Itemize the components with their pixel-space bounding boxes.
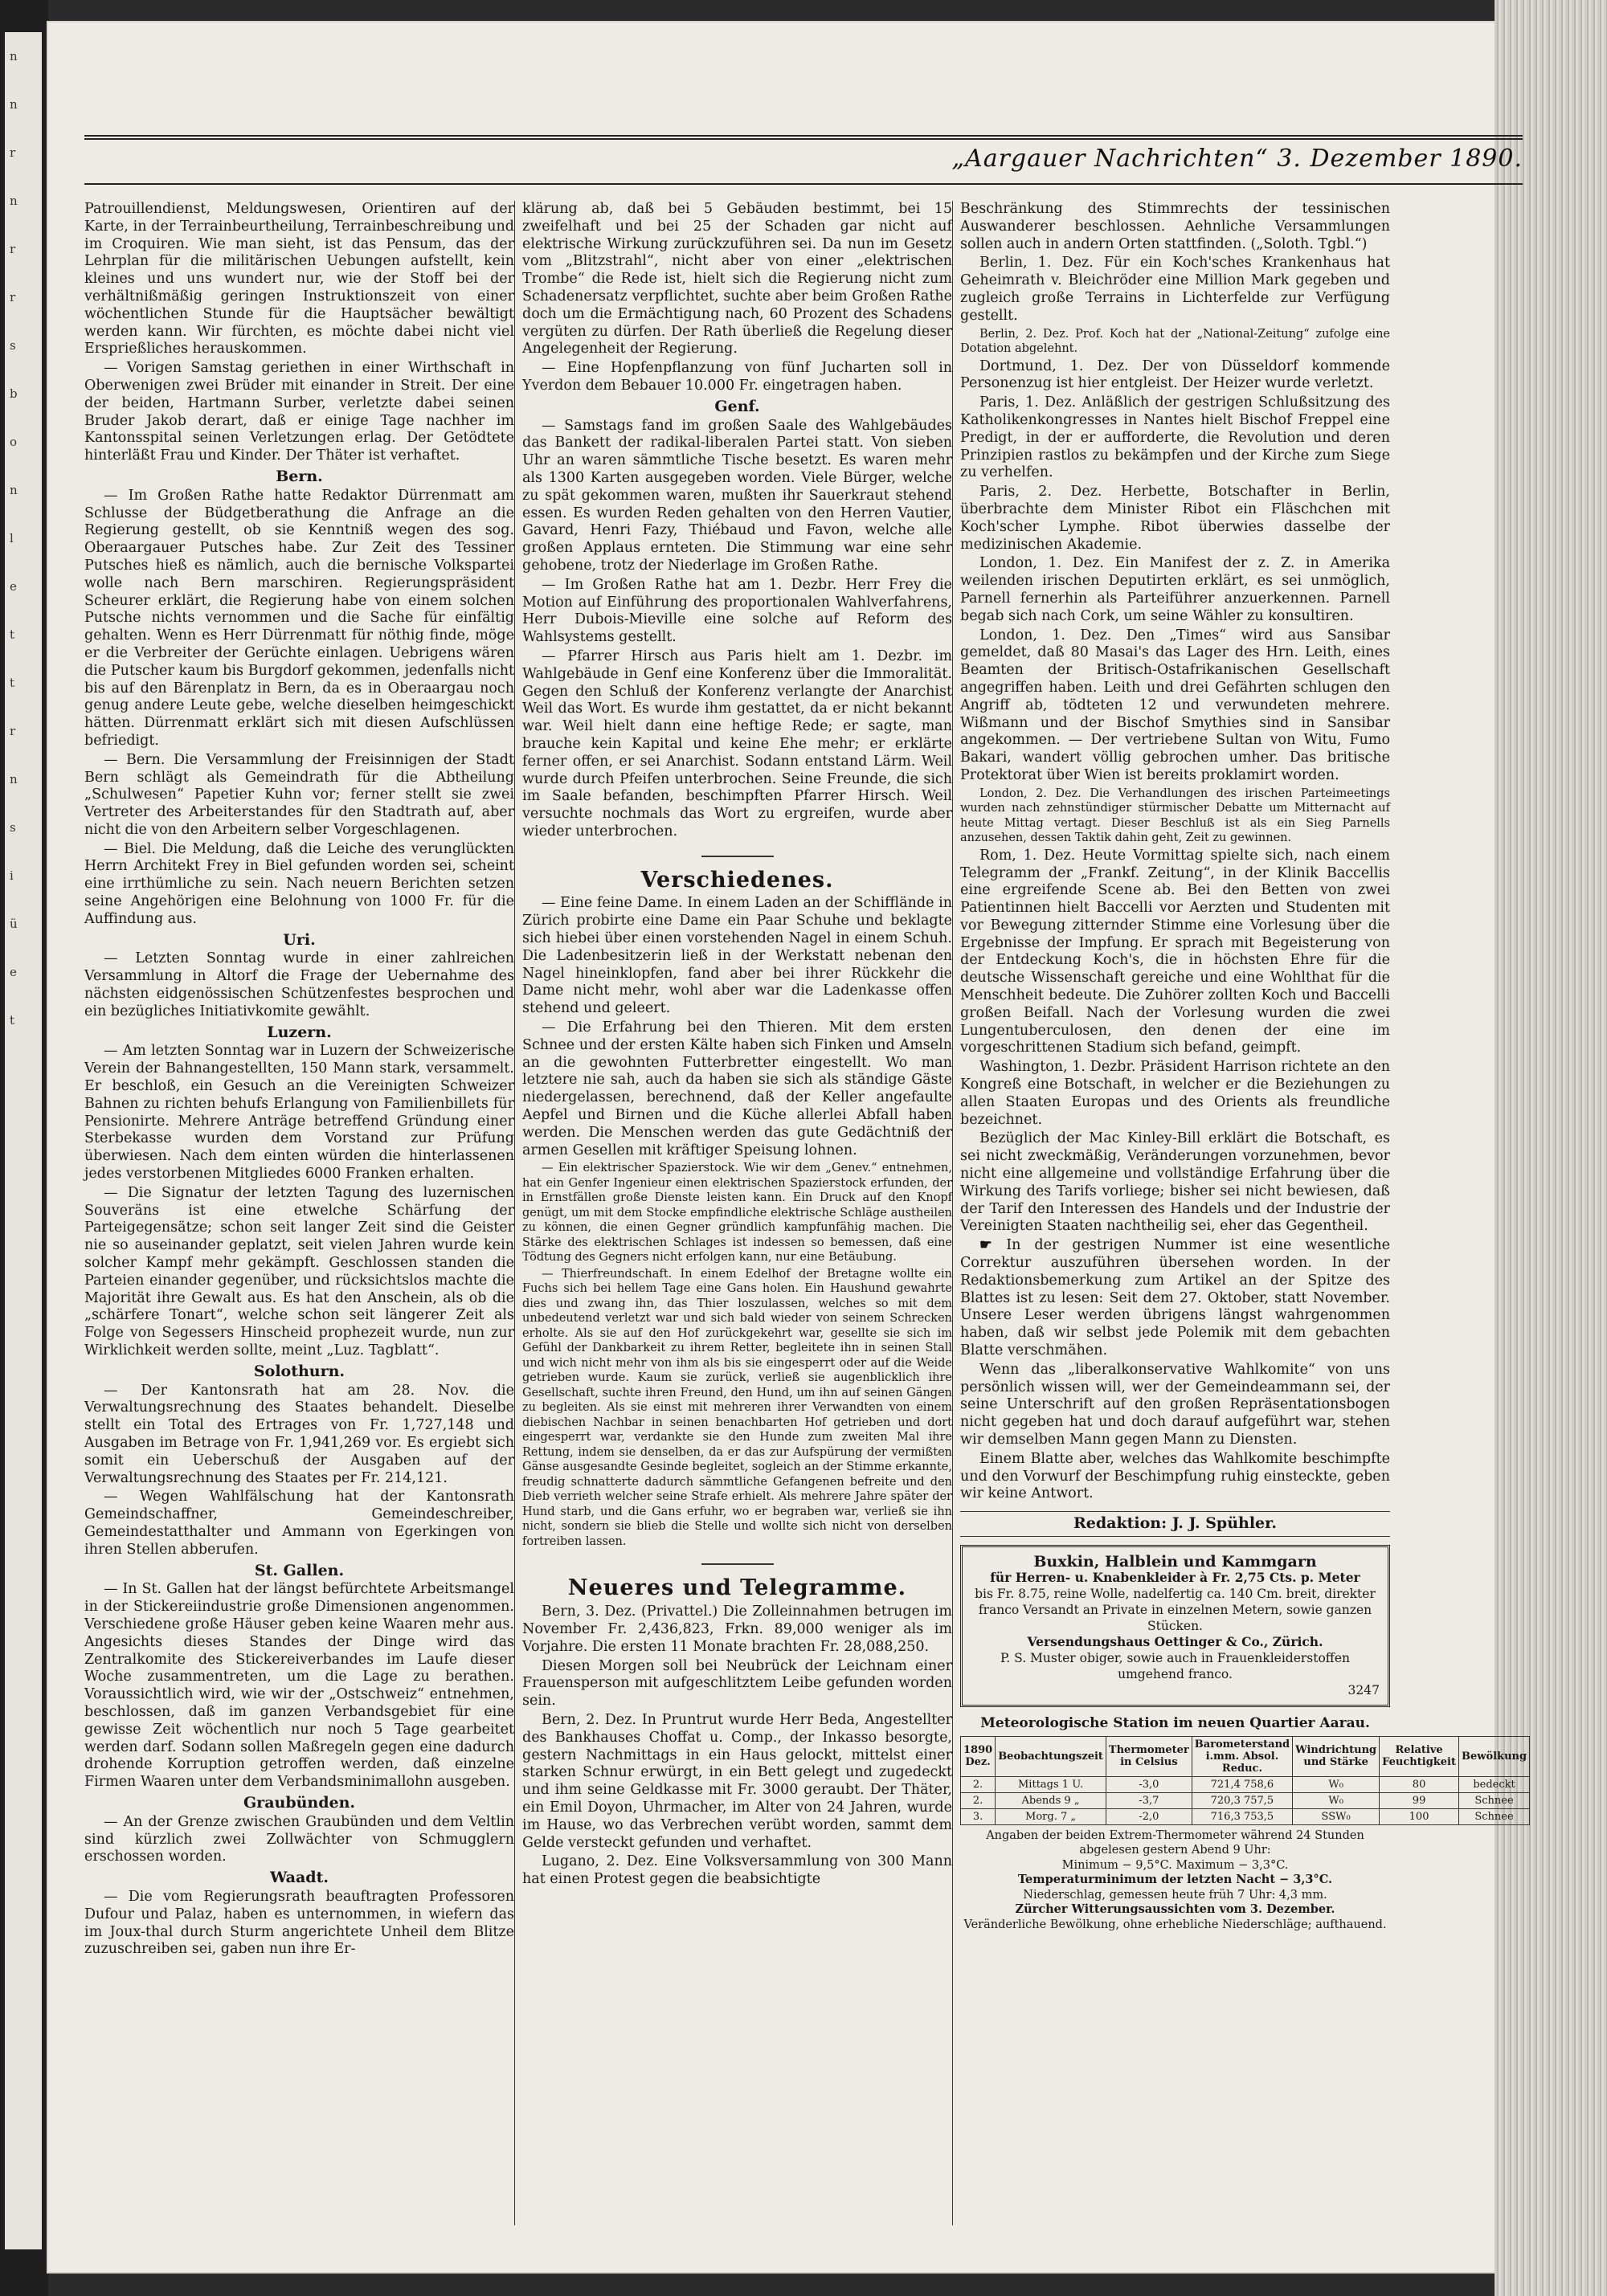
spine-letter: n [10, 483, 18, 497]
article-paragraph: Paris, 2. Dez. Herbette, Botschafter in Berlin, überbrachte dem Minister Ribot ein Fläschchen mit Koch'scher Lymphe. Ribot überwies dasselbe der medizinischen Akademie. [960, 484, 1390, 553]
article-paragraph: Dortmund, 1. Dez. Der von Düsseldorf kommende Personenzug ist hier entgleist. Der Heizer wurde verletzt. [960, 357, 1390, 392]
ad-line: P. S. Muster obiger, sowie auch in Frauenkleiderstoffen umgehend franco. [1000, 1650, 1350, 1681]
article-paragraph: — An der Grenze zwischen Graubünden und dem Veltlin sind kürzlich zwei Zollwächter von Schmugglern erschossen worden. [84, 1813, 514, 1865]
spine-letter: o [10, 435, 18, 449]
spine-letter: s [10, 338, 16, 353]
article-paragraph: — Die Erfahrung bei den Thieren. Mit dem ersten Schnee und der ersten Kälte haben sich Finken und Amseln an die gewohnten Futterbretter eingestellt. Wo man letztere nie sah, auch da haben sie sich als ständige Gäste niedergelassen, berechnend, daß der Keller angefaulte Aepfel und Birnen und die Küche allerlei Abfall haben werden. Die Menschen werden das gute Gedächtniß der armen Gesellen mit kräftiger Speisung lohnen. [522, 1019, 952, 1158]
section-heading: Uri. [283, 930, 316, 949]
spine-letter: r [10, 242, 16, 256]
article-paragraph: — Ein elektrischer Spazierstock. Wie wir dem „Genev.“ entnehmen, hat ein Genfer Ingenieur einen elektrischen Spazierstock erfunden, der in Ernstfällen große Dienste leisten kann. Ein Druck auf den Knopf genügt, um mit dem Stocke empfindliche elektrische Schläge austheilen zu können, die einen Gegner gründlich kampfunfähig machen. Die Stärke des elektrischen Schlages ist indessen so bemessen, daß eine Tödtung des Gegners nicht erfolgen kann, nur eine Betäubung. [522, 1162, 952, 1264]
table-cell: 2. [961, 1792, 996, 1808]
weather-col-header: Beobachtungszeit [996, 1736, 1106, 1776]
weather-col-header: Barometerstand i.mm. Absol. Reduc. [1192, 1736, 1292, 1776]
article-paragraph: Beschränkung des Stimmrechts der tessinischen Auswanderer beschlossen. Aehnliche Versammlungen sollen auch in andern Orten stattfinden. („Soloth. Tgbl.“) [960, 201, 1390, 252]
section-heading: Solothurn. [253, 1362, 346, 1380]
weather-table-header [961, 1736, 1530, 1776]
article-paragraph: — Die Signatur der letzten Tagung des luzernischen Souveräns ist eine etwelche Schärfung der Parteigegensätze; schon seit langer Zeit sind die Geister nie so auseinander geplatzt, seit vielen Jahren wurde kein solcher Kampf mehr gekämpft. Geschlossen standen die Parteien einander gegenüber, und rücksichtslos machte die Majorität ihre Gewalt aus. Es hat den Anschein, als ob die „schärfere Tonart“, welche schon seit längerer Zeit als Folge von Segessers Hinscheid prophezeit wurde, nun zur Wirklichkeit werden sollte, meint „Luz. Tagblatt“. [84, 1184, 514, 1358]
section-divider [701, 856, 774, 857]
section-heading: Genf. [714, 397, 760, 415]
article-paragraph: Washington, 1. Dezbr. Präsident Harrison richtete an den Kongreß eine Botschaft, in welcher er die Beziehungen zu allen Staaten Europas und des Orients als freundliche bezeichnet. [960, 1059, 1390, 1128]
article-paragraph: Lugano, 2. Dez. Eine Volksversammlung von 300 Mann hat einen Protest gegen die beabsichtigte [522, 1853, 952, 1888]
section-heading: St. Gallen. [254, 1561, 345, 1579]
table-cell: Abends 9 „ [996, 1792, 1106, 1808]
article-paragraph: — Eine feine Dame. In einem Laden an der Schifflände in Zürich probirte eine Dame ein Paar Schuhe und beklagte sich hiebei über einen vorstehenden Nagel in einem Schuh. Die Ladenbesitzerin ließ in der Werkstatt nebenan den Nagel hineinklopfen, fand aber bei ihrer Rückkehr die Dame nicht mehr, wohl aber war die Ladenkasse offen stehend und geleert. [522, 895, 952, 1017]
article-paragraph: Bern, 2. Dez. In Pruntrut wurde Herr Beda, Angestellter des Bankhauses Choffat u. Comp., der Inkasso besorgte, gestern Nachmittags in ein Haus gelockt, mittelst einer starken Schnur erwürgt, in ein Bett gelegt und zugedeckt und ihm seine Geldkasse mit Fr. 3000 geraubt. Der Thäter, ein Emil Doyon, Uhrmacher, im Alter von 24 Jahren, wurde im Hause, wo das Verbrechen verübt worden, sammt dem Gelde versteckt gefunden und verhaftet. [522, 1712, 952, 1851]
pointing-hand-icon: ☛ [979, 1237, 1007, 1254]
spine-letter: ü [10, 917, 18, 931]
article-paragraph: — Der Kantonsrath hat am 28. Nov. die Verwaltungsrechnung des Staates behandelt. Dieselbe stellt ein Total des Ertrages von Fr. 1,727,148 und Ausgaben im Betrage von Fr. 1,941,269 vor. Es ergiebt sich somit ein Ueberschuß der Ausgaben auf der Verwaltungsrechnung des Staates per Fr. 214,121. [84, 1382, 514, 1486]
ad-line: für Herren- u. Knabenkleider à Fr. 2,75 Cts. p. Meter [990, 1569, 1360, 1585]
top-rule [84, 135, 1523, 140]
article-paragraph: Wenn das „liberalkonservative Wahlkomite“ von uns persönlich wissen will, wer der Gemeindeammann sei, der seine Unterschrift auf den großen Repräsentationsbogen nicht gegeben hat und doch darauf aufgeführt war, stehen wir demselben Mann gegen Mann zu Diensten. [960, 1361, 1390, 1448]
section-heading: Verschiedenes. [640, 867, 834, 893]
table-cell: 100 [1380, 1808, 1459, 1824]
advertisement [960, 1545, 1390, 1707]
spine-letter: r [10, 724, 16, 738]
section-heading: Neueres und Telegramme. [567, 1575, 907, 1601]
correction-text: In der gestrigen Nummer ist eine wesentliche Correktur auszuführen übersehen worden. In der Redaktionsbemerkung zum Artikel an der Spitze des Blattes ist zu lesen: Seit dem 27. Oktober, statt November. Unsere Leser werden übrigens längst wahrgenommen haben, daß wir selbst jede Polemik mit dem gebachten Blatte verschmähen. [960, 1237, 1391, 1359]
article-paragraph: — Samstags fand im großen Saale des Wahlgebäudes das Bankett der radikal-liberalen Partei statt. Von sieben Uhr an waren sämmtliche Tische besetzt. Es waren mehr als 1300 Karten ausgegeben worden. Viele Bürger, welche zu spät gekommen waren, mußten ihr Sauerkraut stehend essen. Es wurden Reden gehalten von den Herren Vautier, Gavard, Henri Fazy, Thiébaud und Favon, welche alle großen Applaus ernteten. Die Stimmung war eine sehr gehobene, trotz der Niederlage im Großen Rathe. [522, 417, 952, 574]
section-divider [701, 1563, 774, 1565]
spine-letter: b [10, 386, 18, 401]
spine [0, 0, 48, 2296]
article-paragraph: Rom, 1. Dez. Heute Vormittag spielte sich, nach einem Telegramm der „Frankf. Zeitung“, in der Klinik Baccellis eine ergreifende Scene ab. Bei den Betten von zwei Patientinnen hielt Baccelli vor Aerzten und Studenten mit vor Bewegung zitternder Stimme eine Vorlesung über die Ergebnisse der Impfung. Er sprach mit Begeisterung von der Entdeckung Koch's, die in höchsten Ehre für die deutsche Wissenschaft gereiche und eine Wohlthat für die Menschheit bedeute. Die Zuhörer zollten Koch und Baccelli großen Beifall. Nach der Vorlesung wurden die zwei Lungentuberculosen, den denen der eine im vorgeschrittenen Stadium sich befand, geimpft. [960, 847, 1390, 1056]
article-paragraph: Paris, 1. Dez. Anläßlich der gestrigen Schlußsitzung des Katholikenkongresses in Nantes hielt Bischof Freppel eine Predigt, in der er aufforderte, die Revolution und deren Prinzipien rastlos zu bekämpfen und der Kirche zum Siege zu verhelfen. [960, 394, 1390, 481]
spine-letter: r [10, 290, 16, 304]
spine-letter: n [10, 49, 18, 63]
article-paragraph: — Im Großen Rathe hatte Redaktor Dürrenmatt am Schlusse der Büdgetberathung die Anfrage an die Regierung gestellt, ob sie Kenntniß wegen des sog. Oberaargauer Putsches habe. Zur Zeit des Tessiner Putsches hieß es nämlich, auch die bernische Volkspartei wolle nach Bern marschiren. Regierungspräsident Scheurer erklärt, die Regierung habe von einem solchen Putsche nichts vernommen und die Sache für einfältig gehalten. Wenn es Herr Dürrenmatt für nöthig finde, möge er die Verbreiter der Gerüchte einlagen. Uebrigens wären die Putscher kaum bis Burgdorf gekommen, jedenfalls nicht bis auf den Bärenplatz in Bern, da es in Oberaargau noch genug andere Leute gebe, welche dieselben heimgeschickt hätten. Dürrenmatt erklärt sich mit diesen Aufschlüssen befriedigt. [84, 487, 514, 749]
weather-table [960, 1736, 1530, 1825]
table-cell: -3,7 [1106, 1792, 1192, 1808]
section-heading: Graubünden. [243, 1793, 356, 1812]
weather-note: Zürcher Witterungsaussichten vom 3. Dezember. [1015, 1902, 1335, 1917]
article-paragraph: — Biel. Die Meldung, daß die Leiche des verunglückten Herrn Architekt Frey in Biel gefunden worden sei, scheint eine irrthümliche zu sein. Nach neuern Berichten setzen seine Angehörigen eine Belohnung von 1000 Fr. für die Auffindung aus. [84, 840, 514, 927]
section-heading: Bern. [276, 467, 323, 485]
article-paragraph: Bezüglich der Mac Kinley-Bill erklärt die Botschaft, es sei nicht zweckmäßig, Veränderungen vorzunehmen, bevor nicht eine allgemeine und vollständige Erfahrung über die Wirkung des Tarifs vorliege; bisher sei nicht bewiesen, daß der Tarif den Interessen des Handels und der Industrie der Vereinigten Staaten nachtheilig sei, eher das Gegentheil. [960, 1130, 1390, 1235]
article-paragraph: Patrouillendienst, Meldungswesen, Orientiren auf der Karte, in der Terrainbeurtheilung, Terrainbeschreibung und im Croquiren. Wie man sieht, ist das Pensum, das der Lehrplan für die militärischen Uebungen aufstellt, kein kleines und uns wundert nur, wie der Stoff bei der verhältnißmäßig geringen Instruktionszeit von einer wöchentlichen Stunde für die Hauptsächer bewältigt werden kann. Wir fürchten, es möchte dabei nicht viel Ersprießliches herauskommen. [84, 201, 514, 357]
spine-letter: s [10, 820, 16, 835]
article-paragraph: — Wegen Wahlfälschung hat der Kantonsrath Gemeindschaffner, Gemeindeschreiber, Gemeindestatthalter und Ammann von Egerkingen von ihren Stellen abberufen. [84, 1489, 514, 1558]
table-cell: -2,0 [1106, 1808, 1192, 1824]
table-cell: 3. [961, 1808, 996, 1824]
article-paragraph: — In St. Gallen hat der längst befürchtete Arbeitsmangel in der Stickereiindustrie große Dimensionen angenommen. Verschiedene große Häuser geben keine Waaren mehr aus. Angesichts dieses Standes der Dinge wird das Zentralkomite des Stickereiverbandes im Laufe dieser Woche zusammentreten, um die Lage zu berathen. Voraussichtlich wird, wie wir der „Ostschweiz“ entnehmen, beschlossen, daß im ganzen Verbandsgebiet für eine gewisse Zeit wöchentlich nur noch 5 Tage gearbeitet werden darf. Sodann sollen Maßregeln gegen eine dadurch drohende Korruption getroffen werden, daß einzelne Firmen Waaren unter dem Verbandsminimallohn ausgeben. [84, 1581, 514, 1791]
article-paragraph: klärung ab, daß bei 5 Gebäuden bestimmt, bei 15 zweifelhaft und bei 25 der Schaden gar nicht auf elektrische Wirkung zurückzuführen sei. Da nun im Gesetz vom „Blitzstrahl“, nicht aber von einer „elektrischen Trombe“ die Rede ist, hielt sich die Regierung nicht zum Schadenersatz verpflichtet, suchte aber beim Großen Rathe doch um die Ermächtigung nach, 60 Prozent des Schadens vergüten zu dürfen. Der Rath überließ die Regelung dieser Angelegenheit der Regierung. [522, 201, 952, 357]
weather-note: Niederschlag, gemessen heute früh 7 Uhr: 4,3 mm. [1023, 1888, 1327, 1902]
table-row [961, 1792, 1530, 1808]
spine-letter: n [10, 194, 18, 208]
ad-number: 3247 [1347, 1682, 1380, 1697]
spine-letter: l [10, 531, 14, 545]
weather-col-header: Thermometer in Celsius [1106, 1736, 1192, 1776]
article-paragraph: Bern, 3. Dez. (Privattel.) Die Zolleinnahmen betrugen im November Fr. 2,436,823, Frkn. 89,000 weniger als im Vorjahre. Die ersten 11 Monate brachten Fr. 28,088,250. [522, 1604, 952, 1655]
table-cell: 716,3 753,5 [1192, 1808, 1292, 1824]
article-paragraph: — Vorigen Samstag geriethen in einer Wirthschaft in Oberwenigen zwei Brüder mit einander in Streit. Der eine der beiden, Hartmann Surber, verletzte dabei seinen Bruder Jakob derart, daß er einige Tage nachher im Kantonsspital seinen Verletzungen erlag. Der Getödtete hinterläßt Frau und Kinder. Der Thäter ist verhaftet. [84, 360, 514, 464]
article-paragraph: — Die vom Regierungsrath beauftragten Professoren Dufour und Palaz, haben es unternommen, in wiefern das im Joux-thal durch Sturm angerichtete Unheil dem Blitze zuzuschreiben sei, gaben nun ihre Er- [84, 1888, 514, 1958]
article-paragraph: Berlin, 1. Dez. Für ein Koch'sches Krankenhaus hat Geheimrath v. Bleichröder eine Million Mark gegeben und zugleich große Terrains in Lichterfelde zur Verfügung gestellt. [960, 255, 1390, 324]
spine-letter: i [10, 868, 14, 883]
table-cell: SSW₀ [1293, 1808, 1380, 1824]
masthead: „Aargauer Nachrichten“ 3. Dezember 1890. [951, 145, 1523, 173]
article-paragraph: Diesen Morgen soll bei Neubrück der Leichnam einer Frauensperson mit aufgeschlitztem Leibe gefunden worden sein. [522, 1657, 952, 1710]
ad-line: Versendungshaus Oettinger & Co., Zürich. [1027, 1633, 1323, 1649]
weather-col-header: 1890 Dez. [961, 1736, 996, 1776]
weather-col-header: Relative Feuchtigkeit [1380, 1736, 1459, 1776]
column-divider [514, 201, 515, 2225]
article-paragraph: Berlin, 2. Dez. Prof. Koch hat der „National-Zeitung“ zufolge eine Dotation abgelehnt. [960, 327, 1390, 356]
article-paragraph: Einem Blatte aber, welches das Wahlkomite beschimpfte und den Vorwurf der Beschimpfung ruhig einsteckte, geben wir keine Antwort. [960, 1450, 1390, 1502]
article-paragraph: — Thierfreundschaft. In einem Edelhof der Bretagne wollte ein Fuchs sich bei hellem Tage eine Gans holen. Ein Haushund gewahrte dies und zwang ihn, das Thier loszulassen, welches so mit dem unbedeutend verletzt war und sich bald wieder von seinem Schrecken erholte. Als sie auf den Hof zurückgekehrt war, gesellte sie sich im Gefühl der Dankbarkeit zu ihrem Retter, begleitete ihn in seinen Stall und wich nicht mehr von ihm als bis sie eingesperrt oder auf die Weide getrieben wurde. Kaum sie zurück, verließ sie augenblicklich ihre Gesellschaft, suchte ihren Freund, den Hund, um ihn auf seinen Gängen zu begleiten. Als sie einst mit mehreren ihrer Verwandten von einem diebischen Nachbar in seinen benachbarten Hof getrieben und dort eingesperrt war, verdankte sie den Hunde zum zweiten Mal ihre Rettung, indem sie denselben, da er das zur Aufspürung der vermißten Gänse ausgesandte Gesinde begleitet, sogleich an der Stimme erkannte, freudig schnatterte dadurch sämmtliche Gefangenen befreite und den Dieb verrieth welcher seine Strafe erhielt. Als mehrere Jahre später der Hund starb, und die Gans erfuhr, wo er begraben war, verließ sie ihn nicht, sondern sie blieb die Stelle und wollte sich nicht von derselben fortreiben lassen. [522, 1267, 952, 1548]
spine-letter: r [10, 145, 16, 160]
table-cell: Morg. 7 „ [996, 1808, 1106, 1824]
spine-letter: t [10, 1013, 15, 1027]
table-cell: Mittags 1 U. [996, 1776, 1106, 1792]
spine-letter: e [10, 579, 17, 594]
article-paragraph: London, 1. Dez. Den „Times“ wird aus Sansibar gemeldet, daß 80 Masai's das Lager des Hrn. Leith, eines Beamten der Britisch-Ostafrikanischen Gesellschaft angegriffen haben. Leith und drei Gefährten schlugen den Angriff ab, tödteten 12 und verwundeten mehrere. Wißmann und der Bischof Smythies sind in Sansibar angekommen. — Der vertriebene Sultan von Witu, Fumo Bakari, wandert völlig gebrochen umher. Das britische Protektorat über Wien ist bereits proklamirt worden. [960, 627, 1390, 783]
weather-col-header: Bewölkung [1459, 1736, 1530, 1776]
ad-title: Buxkin, Halblein und Kammgarn [1033, 1552, 1317, 1571]
spine-letter: n [10, 772, 18, 786]
adjacent-page-strip [5, 32, 42, 2249]
article-paragraph: — Bern. Die Versammlung der Freisinnigen der Stadt Bern schlägt als Gemeindrath für die Abtheilung „Schulwesen“ Papetier Kuhn vor; ferner stellt sie zwei Vertreter des Arbeiterstandes für den Stadtrath auf, aber nicht die von den Arbeitern selber Vorgeschlagenen. [84, 751, 514, 838]
table-cell: W₀ [1293, 1792, 1380, 1808]
spine-letter: t [10, 676, 15, 690]
weather-col-header: Windrichtung und Stärke [1293, 1736, 1380, 1776]
weather-note: Angaben der beiden Extrem-Thermometer während 24 Stunden abgelesen gestern Abend 9 Uhr: [986, 1828, 1364, 1857]
article-paragraph: — Am letzten Sonntag war in Luzern der Schweizerische Verein der Bahnangestellten, 150 Mann stark, versammelt. Er beschloß, ein Gesuch an die Vereinigten Schweizer Bahnen zu richten behufs Erlangung von Familienbillets für Pensionirte. Mehrere Anträge betreffend Gründung einer Sterbekasse wurden dem Vorstand zur Prüfung überwiesen. Nach dem einten würden die hinterlassenen jedes verstorbenen Mitgliedes 6000 Franken erhalten. [84, 1043, 514, 1183]
column-3 [960, 201, 1527, 2233]
article-paragraph: London, 1. Dez. Ein Manifest der z. Z. in Amerika weilenden irischen Deputirten erklärt, es sei unmöglich, Parnell fernerhin als Parteiführer anzuerkennen. Parnell begab sich nach Cork, um seine Wähler zu konsultiren. [960, 555, 1390, 624]
weather-note: Minimum − 9,5°C. Maximum − 3,3°C. [1061, 1858, 1289, 1872]
article-paragraph: — Im Großen Rathe hat am 1. Dezbr. Herr Frey die Motion auf Einführung des proportionalen Wahlverfahrens, Herr Dubois-Mieville eine solche auf Reform des Wahlsystems gestellt. [522, 576, 952, 646]
weather-note: Veränderliche Bewölkung, ohne erhebliche Niederschläge; aufthauend. [963, 1918, 1387, 1931]
table-cell: Schnee [1459, 1808, 1530, 1824]
table-cell: W₀ [1293, 1776, 1380, 1792]
correction-notice [960, 1237, 1390, 1360]
table-cell: bedeckt [1459, 1776, 1530, 1792]
article-paragraph: — Pfarrer Hirsch aus Paris hielt am 1. Dezbr. im Wahlgebäude in Genf eine Konferenz über die Immoralität. Gegen den Schluß der Konferenz verlangte der Anarchist Weil das Wort. Es wurde ihm gestattet, da er nicht bekannt war. Weil hielt dann eine heftige Rede; er sagte, man brauche kein Kapital und keine Ehe mehr; er erklärte ferner offen, er sei Anarchist. Sodann entstand Lärm. Weil wurde durch Pfeifen unterbrochen. Seine Freunde, die sich im Saale befanden, beschimpften Pfarrer Hirsch. Weil versuchte nochmals das Wort zu ergreifen, wurde aber wieder unterbrochen. [522, 648, 952, 840]
spine-letter: e [10, 965, 17, 979]
editor-line: Redaktion: J. J. Spühler. [960, 1511, 1390, 1537]
article-paragraph: — Letzten Sonntag wurde in einer zahlreichen Versammlung in Altorf die Frage der Uebernahme des nächsten eidgenössischen Schützenfestes besprochen und ein bezügliches Initiativkomite gewählt. [84, 950, 514, 1019]
spine-letter: n [10, 97, 18, 112]
column-2 [522, 201, 952, 2233]
table-cell: 99 [1380, 1792, 1459, 1808]
weather-station-title: Meteorologische Station im neuen Quartier Aarau. [980, 1714, 1370, 1731]
section-heading: Luzern. [267, 1023, 332, 1041]
section-heading: Waadt. [270, 1869, 329, 1887]
weather-note: Temperaturminimum der letzten Nacht − 3,3°C. [1017, 1873, 1333, 1887]
table-cell: 80 [1380, 1776, 1459, 1792]
table-cell: 721,4 758,6 [1192, 1776, 1292, 1792]
table-cell: Schnee [1459, 1792, 1530, 1808]
article-paragraph: — Eine Hopfenpflanzung von fünf Jucharten soll in Yverdon dem Bebauer 10.000 Fr. eingetragen haben. [522, 360, 952, 394]
table-cell: 720,3 757,5 [1192, 1792, 1292, 1808]
table-cell: -3,0 [1106, 1776, 1192, 1792]
table-cell: 2. [961, 1776, 996, 1792]
column-1 [84, 201, 514, 2233]
ad-line: bis Fr. 8.75, reine Wolle, nadelfertig ca. 140 Cm. breit, direkter franco Versandt an Private in einzelnen Metern, sowie ganzen Stücken. [975, 1586, 1376, 1633]
spine-letter: t [10, 627, 15, 642]
article-paragraph: London, 2. Dez. Die Verhandlungen des irischen Parteimeetings wurden nach zehnstündiger stürmischer Debatte um Mitternacht auf heute Mittag vertagt. Dieser Beschluß ist als ein Sieg Parnells anzusehen, dessen Taktik dahin geht, Zeit zu gewinnen. [960, 786, 1390, 845]
table-row [961, 1808, 1530, 1824]
masthead-rule [84, 183, 1523, 185]
page-edge [1495, 0, 1607, 2296]
column-divider [952, 201, 953, 2225]
table-row [961, 1776, 1530, 1792]
